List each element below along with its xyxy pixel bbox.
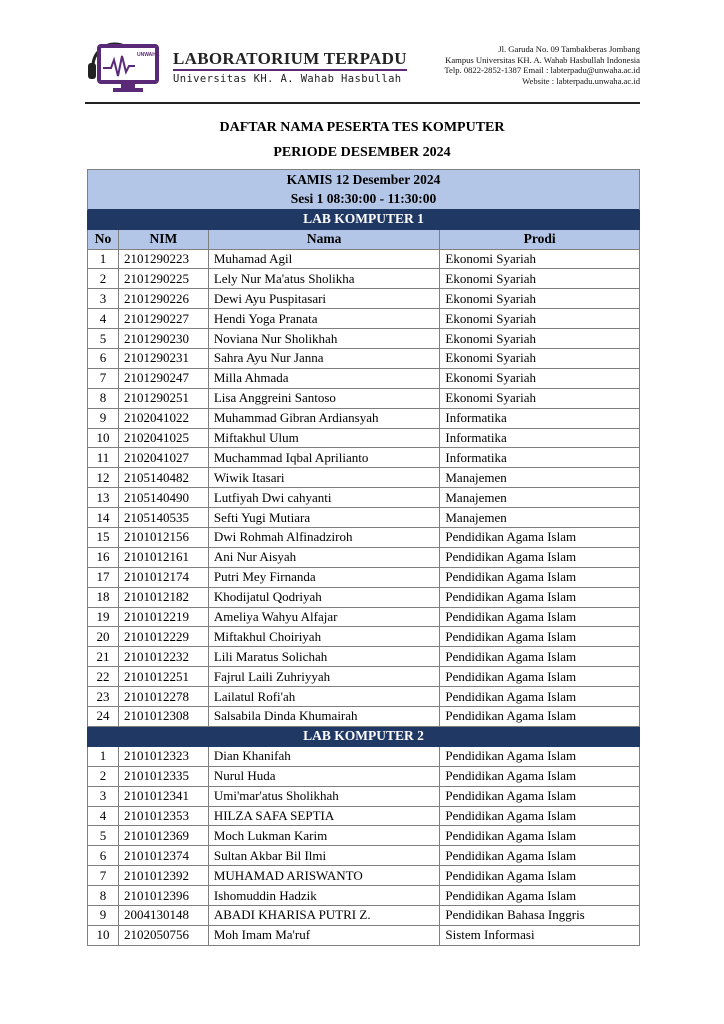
row-no: 8 (88, 886, 119, 906)
row-no: 24 (88, 707, 119, 727)
contact-address: Jl. Garuda No. 09 Tambakberas Jombang (498, 44, 640, 54)
table-row (88, 905, 640, 925)
table-row (88, 309, 640, 329)
row-no: 2 (88, 766, 119, 786)
row-nim: 2105140482 (118, 468, 208, 488)
row-no: 11 (88, 448, 119, 468)
row-prodi: Manajemen (440, 508, 640, 528)
row-prodi: Sistem Informasi (440, 925, 640, 945)
row-prodi: Pendidikan Agama Islam (440, 547, 640, 567)
row-prodi: Pendidikan Agama Islam (440, 786, 640, 806)
row-nama: Lisa Anggreini Santoso (208, 388, 440, 408)
row-no: 12 (88, 468, 119, 488)
row-prodi: Ekonomi Syariah (440, 329, 640, 349)
row-prodi: Pendidikan Agama Islam (440, 687, 640, 707)
row-no: 5 (88, 826, 119, 846)
table-row (88, 368, 640, 388)
row-no: 1 (88, 249, 119, 269)
table-row (88, 647, 640, 667)
row-nama: Hendi Yoga Pranata (208, 309, 440, 329)
row-no: 7 (88, 368, 119, 388)
row-nim: 2101012229 (118, 627, 208, 647)
row-nim: 2101012219 (118, 607, 208, 627)
row-nim: 2101012323 (118, 746, 208, 766)
row-nim: 2101012335 (118, 766, 208, 786)
table-row (88, 329, 640, 349)
row-nama: Lutfiyah Dwi cahyanti (208, 488, 440, 508)
contact-campus: Kampus Universitas KH. A. Wahab Hasbullah Indonesia (445, 54, 640, 65)
table-row (88, 408, 640, 428)
contact-website: Website : labterpadu.unwaha.ac.id (522, 75, 640, 86)
row-prodi: Ekonomi Syariah (440, 309, 640, 329)
row-prodi: Ekonomi Syariah (440, 368, 640, 388)
row-nama: Noviana Nur Sholikhah (208, 329, 440, 349)
row-nim: 2101012161 (118, 547, 208, 567)
row-nim: 2101290230 (118, 329, 208, 349)
row-no: 3 (88, 786, 119, 806)
table-row (88, 886, 640, 906)
table-row (88, 388, 640, 408)
session-day-row (88, 170, 640, 190)
row-nim: 2101290227 (118, 309, 208, 329)
table-row (88, 249, 640, 269)
row-nama: Dian Khanifah (208, 746, 440, 766)
row-no: 17 (88, 567, 119, 587)
column-header-row (88, 229, 640, 249)
row-prodi: Ekonomi Syariah (440, 349, 640, 369)
row-no: 1 (88, 746, 119, 766)
row-no: 9 (88, 408, 119, 428)
contact-info (444, 44, 640, 86)
participant-table (87, 169, 640, 946)
org-block (173, 50, 407, 85)
row-prodi: Ekonomi Syariah (440, 289, 640, 309)
row-prodi: Manajemen (440, 488, 640, 508)
table-row (88, 806, 640, 826)
session-time-row (88, 189, 640, 209)
row-nama: Ani Nur Aisyah (208, 547, 440, 567)
table-row (88, 349, 640, 369)
row-no: 21 (88, 647, 119, 667)
row-prodi: Manajemen (440, 468, 640, 488)
letterhead-divider (85, 102, 640, 104)
row-nim: 2101290247 (118, 368, 208, 388)
table-row (88, 786, 640, 806)
table-row (88, 846, 640, 866)
row-prodi: Pendidikan Agama Islam (440, 746, 640, 766)
row-no: 6 (88, 349, 119, 369)
table-row (88, 746, 640, 766)
row-nim: 2102041027 (118, 448, 208, 468)
row-nama: Sahra Ayu Nur Janna (208, 349, 440, 369)
row-prodi: Pendidikan Agama Islam (440, 766, 640, 786)
table-row (88, 269, 640, 289)
row-no: 15 (88, 528, 119, 548)
row-nama: MUHAMAD ARISWANTO (208, 866, 440, 886)
table-row (88, 428, 640, 448)
lab-name: LAB KOMPUTER 2 (88, 726, 640, 746)
row-prodi: Pendidikan Agama Islam (440, 647, 640, 667)
row-nim: 2102041022 (118, 408, 208, 428)
session-time: Sesi 1 08:30:00 - 11:30:00 (88, 189, 640, 209)
row-prodi: Pendidikan Agama Islam (440, 607, 640, 627)
column-header-nim: NIM (118, 229, 208, 249)
row-nama: Lili Maratus Solichah (208, 647, 440, 667)
row-nama: Muchammad Iqbal Aprilianto (208, 448, 440, 468)
row-no: 13 (88, 488, 119, 508)
row-nama: Salsabila Dinda Khumairah (208, 707, 440, 727)
row-nim: 2101012369 (118, 826, 208, 846)
row-nim: 2101012174 (118, 567, 208, 587)
row-nim: 2101012251 (118, 667, 208, 687)
row-nama: Ameliya Wahyu Alfajar (208, 607, 440, 627)
row-nama: Nurul Huda (208, 766, 440, 786)
row-nim: 2101290231 (118, 349, 208, 369)
row-no: 22 (88, 667, 119, 687)
row-no: 19 (88, 607, 119, 627)
table-row (88, 687, 640, 707)
row-nama: Muhammad Gibran Ardiansyah (208, 408, 440, 428)
row-nim: 2101290223 (118, 249, 208, 269)
row-prodi: Pendidikan Agama Islam (440, 567, 640, 587)
row-nim: 2101290225 (118, 269, 208, 289)
row-nama: Moch Lukman Karim (208, 826, 440, 846)
row-nama: HILZA SAFA SEPTIA (208, 806, 440, 826)
row-nama: Ishomuddin Hadzik (208, 886, 440, 906)
row-prodi: Informatika (440, 408, 640, 428)
table-row (88, 707, 640, 727)
row-prodi: Informatika (440, 428, 640, 448)
row-prodi: Pendidikan Agama Islam (440, 528, 640, 548)
participant-table-body (88, 170, 640, 946)
row-nim: 2101012396 (118, 886, 208, 906)
row-prodi: Pendidikan Bahasa Inggris (440, 905, 640, 925)
row-no: 10 (88, 428, 119, 448)
row-no: 5 (88, 329, 119, 349)
row-prodi: Ekonomi Syariah (440, 269, 640, 289)
row-nama: Khodijatul Qodriyah (208, 587, 440, 607)
row-nama: Milla Ahmada (208, 368, 440, 388)
table-row (88, 667, 640, 687)
table-row (88, 866, 640, 886)
table-row (88, 627, 640, 647)
row-nama: Miftakhul Ulum (208, 428, 440, 448)
row-no: 9 (88, 905, 119, 925)
row-nim: 2101290226 (118, 289, 208, 309)
row-prodi: Pendidikan Agama Islam (440, 587, 640, 607)
table-row (88, 607, 640, 627)
row-nama: ABADI KHARISA PUTRI Z. (208, 905, 440, 925)
table-row (88, 289, 640, 309)
table-row (88, 448, 640, 468)
row-nama: Dewi Ayu Puspitasari (208, 289, 440, 309)
row-no: 20 (88, 627, 119, 647)
row-no: 8 (88, 388, 119, 408)
row-no: 6 (88, 846, 119, 866)
org-name: LABORATORIUM TERPADU (173, 50, 407, 71)
row-nim: 2004130148 (118, 905, 208, 925)
lab-header-row (88, 726, 640, 746)
lab-header-row (88, 209, 640, 229)
row-nim: 2101012278 (118, 687, 208, 707)
row-nim: 2101012353 (118, 806, 208, 826)
contact-phone-email: Telp. 0822-2852-1387 Email : labterpadu@unwaha.ac.id (444, 65, 640, 76)
row-no: 14 (88, 508, 119, 528)
row-prodi: Pendidikan Agama Islam (440, 627, 640, 647)
row-nama: Putri Mey Firnanda (208, 567, 440, 587)
row-nama: Fajrul Laili Zuhriyyah (208, 667, 440, 687)
row-no: 2 (88, 269, 119, 289)
row-prodi: Pendidikan Agama Islam (440, 806, 640, 826)
row-prodi: Ekonomi Syariah (440, 388, 640, 408)
row-no: 3 (88, 289, 119, 309)
row-prodi: Pendidikan Agama Islam (440, 846, 640, 866)
document-title: DAFTAR NAMA PESERTA TES KOMPUTER (219, 120, 505, 135)
lab-name: LAB KOMPUTER 1 (88, 209, 640, 229)
row-prodi: Pendidikan Agama Islam (440, 826, 640, 846)
document-period: PERIODE DESEMBER 2024 (273, 145, 451, 160)
row-no: 4 (88, 309, 119, 329)
row-nim: 2101012392 (118, 866, 208, 886)
table-row (88, 508, 640, 528)
row-no: 7 (88, 866, 119, 886)
row-no: 23 (88, 687, 119, 707)
table-row (88, 567, 640, 587)
row-prodi: Ekonomi Syariah (440, 249, 640, 269)
column-header-nama: Nama (208, 229, 440, 249)
row-nama: Lailatul Rofi'ah (208, 687, 440, 707)
row-nim: 2101012374 (118, 846, 208, 866)
row-nim: 2101012182 (118, 587, 208, 607)
row-nim: 2101012156 (118, 528, 208, 548)
table-row (88, 826, 640, 846)
row-prodi: Pendidikan Agama Islam (440, 707, 640, 727)
table-row (88, 587, 640, 607)
row-nama: Wiwik Itasari (208, 468, 440, 488)
row-nama: Lely Nur Ma'atus Sholikha (208, 269, 440, 289)
row-nama: Umi'mar'atus Sholikhah (208, 786, 440, 806)
row-nim: 2101012232 (118, 647, 208, 667)
row-nama: Dwi Rohmah Alfinadziroh (208, 528, 440, 548)
row-prodi: Pendidikan Agama Islam (440, 866, 640, 886)
table-row (88, 488, 640, 508)
column-header-no: No (88, 229, 119, 249)
table-row (88, 528, 640, 548)
row-nama: Miftakhul Choiriyah (208, 627, 440, 647)
table-row (88, 547, 640, 567)
table-row (88, 925, 640, 945)
table-row (88, 766, 640, 786)
row-no: 16 (88, 547, 119, 567)
row-no: 10 (88, 925, 119, 945)
lab-logo-icon (85, 36, 165, 96)
row-prodi: Pendidikan Agama Islam (440, 886, 640, 906)
row-no: 4 (88, 806, 119, 826)
row-prodi: Pendidikan Agama Islam (440, 667, 640, 687)
row-nama: Sefti Yugi Mutiara (208, 508, 440, 528)
row-nim: 2101012308 (118, 707, 208, 727)
letterhead (85, 36, 640, 100)
row-nim: 2102050756 (118, 925, 208, 945)
row-nama: Sultan Akbar Bil Ilmi (208, 846, 440, 866)
row-nim: 2105140535 (118, 508, 208, 528)
row-nim: 2101290251 (118, 388, 208, 408)
session-day: KAMIS 12 Desember 2024 (88, 170, 640, 190)
row-nama: Muhamad Agil (208, 249, 440, 269)
row-no: 18 (88, 587, 119, 607)
org-subtitle: Universitas KH. A. Wahab Hasbullah (173, 73, 402, 85)
logo-text: UNWAHA (137, 52, 160, 58)
row-nim: 2101012341 (118, 786, 208, 806)
table-row (88, 468, 640, 488)
row-prodi: Informatika (440, 448, 640, 468)
column-header-prodi: Prodi (440, 229, 640, 249)
row-nim: 2105140490 (118, 488, 208, 508)
row-nim: 2102041025 (118, 428, 208, 448)
row-nama: Moh Imam Ma'ruf (208, 925, 440, 945)
